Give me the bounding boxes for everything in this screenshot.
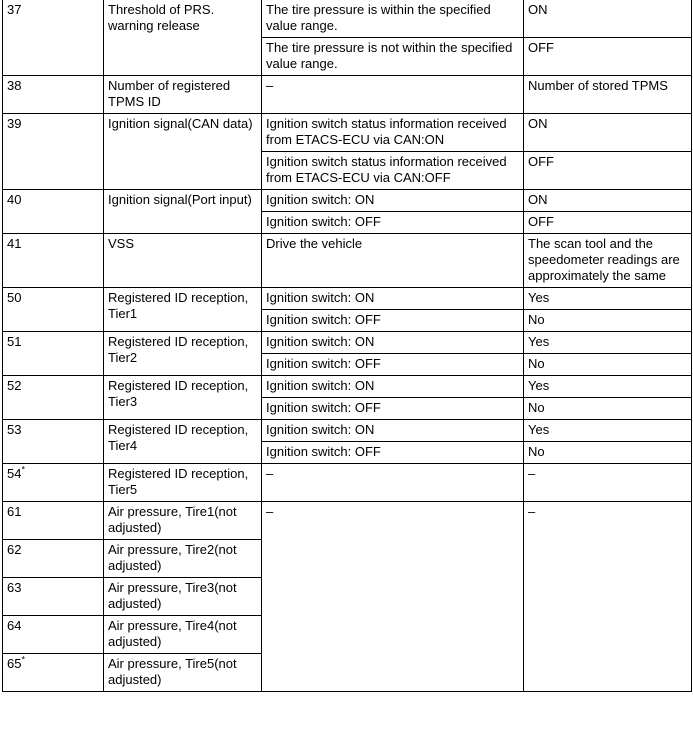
- table-row: [3, 420, 692, 442]
- table-row: [3, 288, 692, 310]
- condition-cell: Ignition switch: OFF: [262, 310, 524, 332]
- data-list-table: [2, 0, 692, 692]
- item-number: 64: [7, 618, 22, 633]
- item-number-cell: [3, 616, 104, 654]
- normal-condition-cell: Number of stored TPMS: [524, 76, 692, 114]
- table-body: [3, 0, 692, 692]
- table-row: [3, 332, 692, 354]
- normal-condition-cell: Yes: [524, 376, 692, 398]
- item-name-cell: Number of registered TPMS ID: [104, 76, 262, 114]
- normal-condition-cell: OFF: [524, 152, 692, 190]
- normal-condition-cell: OFF: [524, 212, 692, 234]
- item-name-cell: Registered ID reception, Tier1: [104, 288, 262, 332]
- item-number-cell: [3, 0, 104, 76]
- normal-condition-cell: Yes: [524, 332, 692, 354]
- item-name-cell: Registered ID reception, Tier3: [104, 376, 262, 420]
- item-name-cell: Ignition signal(Port input): [104, 190, 262, 234]
- item-name-cell: Ignition signal(CAN data): [104, 114, 262, 190]
- item-number-cell: [3, 190, 104, 234]
- table-row: [3, 76, 692, 114]
- item-number: 52: [7, 378, 22, 393]
- normal-condition-cell: No: [524, 398, 692, 420]
- item-number-cell: [3, 114, 104, 190]
- normal-condition-cell: OFF: [524, 38, 692, 76]
- condition-cell: Ignition switch: ON: [262, 376, 524, 398]
- condition-cell: Ignition switch: OFF: [262, 354, 524, 376]
- item-number-cell: [3, 76, 104, 114]
- table-row: [3, 464, 692, 502]
- item-name-cell: Air pressure, Tire3(not adjusted): [104, 578, 262, 616]
- table-row: [3, 376, 692, 398]
- item-name-cell: Air pressure, Tire5(not adjusted): [104, 654, 262, 692]
- item-name-cell: Air pressure, Tire1(not adjusted): [104, 502, 262, 540]
- item-number: 53: [7, 422, 22, 437]
- condition-cell: Ignition switch: ON: [262, 190, 524, 212]
- normal-condition-cell: No: [524, 442, 692, 464]
- item-name-cell: VSS: [104, 234, 262, 288]
- item-number: 62: [7, 542, 22, 557]
- normal-condition-cell: Yes: [524, 420, 692, 442]
- condition-cell: The tire pressure is not within the specified value range.: [262, 38, 524, 76]
- condition-cell: Ignition switch: ON: [262, 288, 524, 310]
- table-row: [3, 234, 692, 288]
- item-number-cell: [3, 578, 104, 616]
- condition-cell: Ignition switch: OFF: [262, 398, 524, 420]
- normal-condition-cell: Yes: [524, 288, 692, 310]
- condition-cell: Ignition switch: OFF: [262, 212, 524, 234]
- condition-cell: Drive the vehicle: [262, 234, 524, 288]
- table-row: [3, 502, 692, 540]
- footnote-marker: *: [21, 464, 25, 475]
- item-name-cell: Registered ID reception, Tier2: [104, 332, 262, 376]
- item-number: 38: [7, 78, 22, 93]
- item-name-cell: Registered ID reception, Tier4: [104, 420, 262, 464]
- item-number-cell: [3, 654, 104, 692]
- normal-condition-cell: ON: [524, 190, 692, 212]
- item-number-cell: [3, 464, 104, 502]
- item-name-cell: Registered ID reception, Tier5: [104, 464, 262, 502]
- item-number-cell: [3, 540, 104, 578]
- item-name-cell: Air pressure, Tire2(not adjusted): [104, 540, 262, 578]
- item-number: 41: [7, 236, 22, 251]
- normal-condition-cell: The scan tool and the speedometer readings are approximately the same: [524, 234, 692, 288]
- item-number: 54: [7, 466, 22, 481]
- condition-cell: Ignition switch: ON: [262, 332, 524, 354]
- item-number: 63: [7, 580, 22, 595]
- item-number: 39: [7, 116, 22, 131]
- table-row: [3, 114, 692, 152]
- condition-cell: –: [262, 464, 524, 502]
- normal-condition-cell: ON: [524, 0, 692, 38]
- condition-cell: Ignition switch: OFF: [262, 442, 524, 464]
- item-number: 65: [7, 656, 22, 671]
- item-number: 40: [7, 192, 22, 207]
- condition-cell: The tire pressure is within the specified value range.: [262, 0, 524, 38]
- table-row: [3, 0, 692, 38]
- condition-cell: –: [262, 76, 524, 114]
- item-number-cell: [3, 234, 104, 288]
- normal-condition-cell: No: [524, 354, 692, 376]
- condition-cell: Ignition switch status information received from ETACS-ECU via CAN:OFF: [262, 152, 524, 190]
- table-row: [3, 190, 692, 212]
- normal-condition-cell: –: [524, 464, 692, 502]
- item-number-cell: [3, 376, 104, 420]
- item-number-cell: [3, 288, 104, 332]
- normal-condition-cell: –: [524, 502, 692, 692]
- item-number-cell: [3, 502, 104, 540]
- item-number: 37: [7, 2, 22, 17]
- item-number-cell: [3, 332, 104, 376]
- item-name-cell: Air pressure, Tire4(not adjusted): [104, 616, 262, 654]
- normal-condition-cell: No: [524, 310, 692, 332]
- item-number: 61: [7, 504, 22, 519]
- item-number-cell: [3, 420, 104, 464]
- condition-cell: Ignition switch: ON: [262, 420, 524, 442]
- item-number: 51: [7, 334, 22, 349]
- condition-cell: –: [262, 502, 524, 692]
- normal-condition-cell: ON: [524, 114, 692, 152]
- item-number: 50: [7, 290, 22, 305]
- condition-cell: Ignition switch status information received from ETACS-ECU via CAN:ON: [262, 114, 524, 152]
- item-name-cell: Threshold of PRS. warning release: [104, 0, 262, 76]
- footnote-marker: *: [21, 654, 25, 665]
